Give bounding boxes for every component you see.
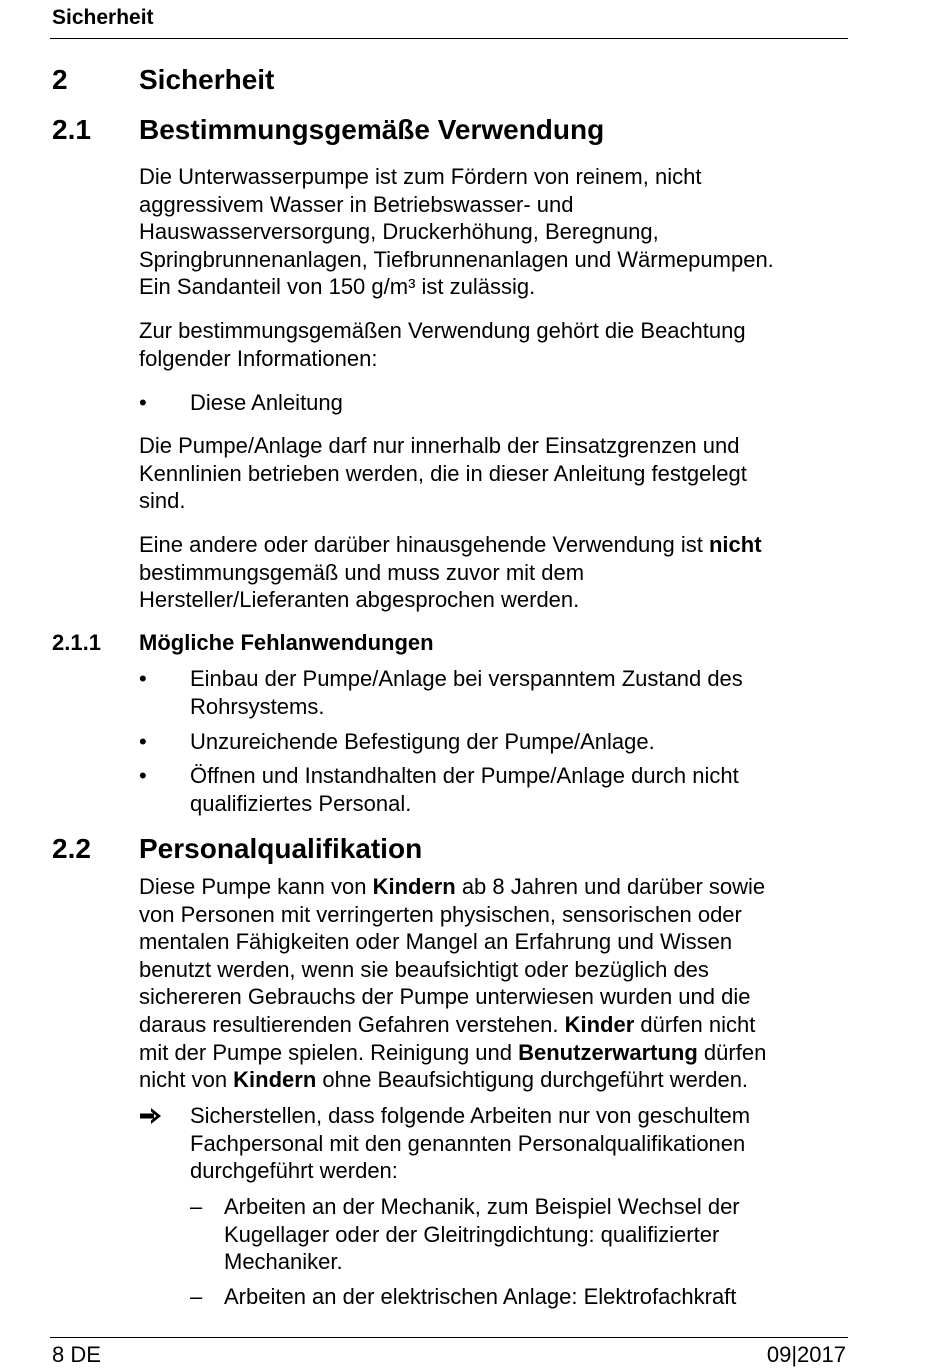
paragraph-observance bbox=[139, 317, 839, 372]
header-rule bbox=[50, 38, 848, 39]
text-line: Die Pumpe/Anlage darf nur innerhalb der Einsatzgrenzen und bbox=[139, 433, 740, 458]
text-line: von Personen mit verringerten physischen, sensorischen oder bbox=[139, 901, 742, 927]
text-line: Hersteller/Lieferanten abgesprochen werden. bbox=[139, 587, 580, 613]
text-run: ab 8 Jahren und darüber sowie bbox=[455, 874, 766, 899]
text-line: benutzt werden, wenn sie beaufsichtigt oder bezüglich des bbox=[139, 956, 709, 982]
section-title-2-2: Personalqualifikation bbox=[139, 833, 423, 864]
text-run: daraus resultierenden Gefahren verstehen. bbox=[139, 1011, 565, 1037]
text-line: Rohrsystems. bbox=[190, 693, 325, 719]
text-line: sind. bbox=[139, 488, 186, 514]
text-line: mentalen Fähigkeiten oder Mangel an Erfahrung und Wissen bbox=[139, 929, 733, 955]
text-line: Die Unterwasserpumpe ist zum Fördern von reinem, nicht bbox=[139, 164, 702, 189]
text-run: ohne Beaufsichtigung durchgeführt werden. bbox=[316, 1067, 749, 1093]
text-line: Sicherstellen, dass folgende Arbeiten nur von geschultem bbox=[190, 1103, 751, 1128]
text-run: nicht von bbox=[139, 1067, 234, 1093]
list-item bbox=[190, 728, 840, 756]
text-run: dürfen nicht bbox=[634, 1011, 756, 1037]
sub-list-item bbox=[224, 1193, 844, 1276]
text-line: Ein Sandanteil von 150 g/m³ ist zulässig. bbox=[139, 274, 536, 300]
dash-marker: – bbox=[190, 1194, 203, 1219]
paragraph-intended-use bbox=[139, 163, 839, 301]
action-step bbox=[190, 1102, 840, 1185]
sub-list-item bbox=[224, 1283, 844, 1311]
text-line bbox=[139, 1066, 839, 1094]
bullet-marker: • bbox=[139, 666, 147, 691]
dash-marker: – bbox=[190, 1284, 203, 1309]
text-line: Kugellager oder der Gleitringdichtung: qualifizierter bbox=[224, 1221, 720, 1247]
text-line: Zur bestimmungsgemäßen Verwendung gehört die Beachtung bbox=[139, 318, 746, 343]
list-item bbox=[190, 762, 840, 817]
text-line bbox=[139, 531, 839, 559]
chapter-number: 2 bbox=[52, 64, 68, 95]
footer-date: 09|2017 bbox=[766, 1342, 846, 1367]
text-line: Kennlinien betrieben werden, die in dieser Anleitung festgelegt bbox=[139, 460, 747, 486]
emphasis-text: Kindern bbox=[372, 874, 456, 899]
footer-rule bbox=[50, 1337, 848, 1338]
text-line: Hauswasserversorgung, Druckerhöhung, Beregnung, bbox=[139, 219, 659, 245]
running-header: Sicherheit bbox=[52, 6, 154, 29]
paragraph-qualification bbox=[139, 873, 839, 1094]
page-number: 8 DE bbox=[52, 1342, 101, 1367]
list-item bbox=[190, 389, 840, 417]
text-run: Eine andere oder darüber hinausgehende Verwendung ist bbox=[139, 532, 709, 557]
text-line: Mechaniker. bbox=[224, 1249, 343, 1275]
text-line: folgender Informationen: bbox=[139, 345, 378, 371]
emphasis-text: nicht bbox=[708, 532, 762, 557]
text-run: dürfen bbox=[697, 1039, 767, 1065]
text-line: durchgeführt werden: bbox=[190, 1158, 398, 1184]
section-number-2-1: 2.1 bbox=[52, 114, 91, 145]
text-line: Unzureichende Befestigung der Pumpe/Anlage. bbox=[190, 729, 655, 754]
section-number-2-2: 2.2 bbox=[52, 833, 91, 864]
text-line: Diese Anleitung bbox=[190, 390, 343, 415]
text-line bbox=[139, 1011, 839, 1039]
text-line: Einbau der Pumpe/Anlage bei verspanntem Zustand des bbox=[190, 666, 743, 691]
text-line: Springbrunnenanlagen, Tiefbrunnenanlagen und Wärmepumpen. bbox=[139, 246, 774, 272]
section-title-2-1-1: Mögliche Fehlanwendungen bbox=[139, 630, 434, 655]
section-title-2-1: Bestimmungsgemäße Verwendung bbox=[139, 114, 605, 145]
emphasis-text: Kindern bbox=[233, 1067, 317, 1093]
list-item bbox=[190, 665, 840, 720]
emphasis-text: Kinder bbox=[564, 1011, 635, 1037]
bullet-marker: • bbox=[139, 729, 147, 754]
text-line: bestimmungsgemäß und muss zuvor mit dem bbox=[139, 559, 585, 585]
text-line: Arbeiten an der elektrischen Anlage: Elektrofachkraft bbox=[224, 1284, 737, 1309]
text-line: Arbeiten an der Mechanik, zum Beispiel Wechsel der bbox=[224, 1194, 740, 1219]
paragraph-limits bbox=[139, 432, 839, 515]
emphasis-text: Benutzerwartung bbox=[518, 1039, 698, 1065]
text-line: Öffnen und Instandhalten der Pumpe/Anlage durch nicht bbox=[190, 763, 739, 788]
text-line: aggressivem Wasser in Betriebswasser- und bbox=[139, 191, 574, 217]
text-line bbox=[139, 1039, 839, 1067]
bullet-marker: • bbox=[139, 390, 147, 415]
text-line: qualifiziertes Personal. bbox=[190, 790, 412, 816]
chapter-title: Sicherheit bbox=[139, 64, 275, 95]
bullet-marker: • bbox=[139, 763, 147, 788]
text-line: sichereren Gebrauchs der Pumpe unterwiesen wurden und die bbox=[139, 984, 751, 1010]
text-run: Diese Pumpe kann von bbox=[139, 874, 373, 899]
arrow-right-icon bbox=[139, 1106, 165, 1126]
section-number-2-1-1: 2.1.1 bbox=[52, 630, 101, 655]
text-line bbox=[139, 873, 839, 901]
text-run: mit der Pumpe spielen. Reinigung und bbox=[139, 1039, 519, 1065]
paragraph-other-use bbox=[139, 531, 839, 614]
text-line: Fachpersonal mit den genannten Personalqualifikationen bbox=[190, 1130, 746, 1156]
